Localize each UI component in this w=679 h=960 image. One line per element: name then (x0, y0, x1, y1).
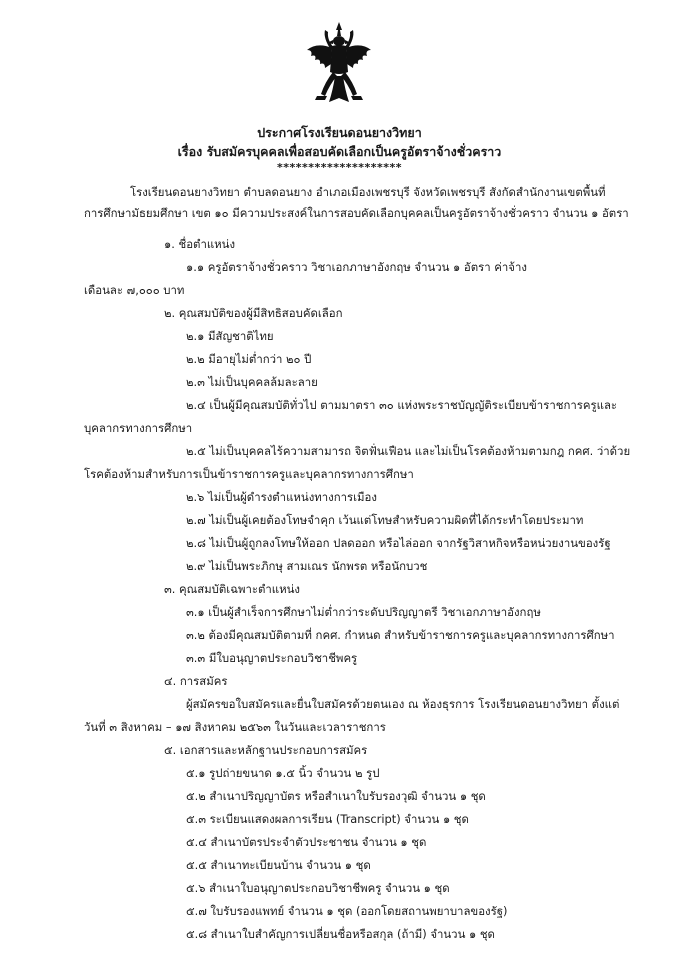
section-1-heading: ๑. ชื่อตำแหน่ง (164, 237, 236, 251)
section-2-item-2: ๒.๒ มีอายุไม่ต่ำกว่า ๒๐ ปี (186, 352, 312, 366)
section-3-item-3: ๓.๓ มีใบอนุญาตประกอบวิชาชีพครู (186, 651, 358, 665)
section-5-item-5: ๕.๕ สำเนาทะเบียนบ้าน จำนวน ๑ ชุด (186, 858, 371, 872)
section-5-item-4: ๕.๔ สำเนาบัตรประจำตัวประชาชน จำนวน ๑ ชุด (186, 835, 427, 849)
section-2-item-7: ๒.๗ ไม่เป็นผู้เคยต้องโทษจำคุก เว้นแต่โทษสำหรับความผิดที่ได้กระทำโดยประมาท (186, 513, 584, 527)
section-4-heading: ๔. การสมัคร (164, 674, 228, 688)
section-2-item-8: ๒.๘ ไม่เป็นผู้ถูกลงโทษให้ออก ปลดออก หรือไล่ออก จากรัฐวิสาหกิจหรือหน่วยงานของรัฐ (186, 536, 611, 550)
section-2-item-4-cont: บุคลากรทางการศึกษา (84, 421, 193, 435)
intro-line-1: โรงเรียนดอนยางวิทยา ตำบลดอนยาง อำเภอเมืองเพชรบุรี จังหวัดเพชรบุรี สังกัดสำนักงานเขตพื้นที่ (130, 185, 606, 199)
section-5-item-3: ๕.๓ ระเบียนแสดงผลการเรียน (Transcript) จำนวน ๑ ชุด (186, 812, 469, 826)
section-2-item-4: ๒.๔ เป็นผู้มีคุณสมบัติทั่วไป ตามมาตรา ๓๐ แห่งพระราชบัญญัติระเบียบข้าราชการครูและ (186, 398, 618, 412)
section-5-item-6: ๕.๖ สำเนาใบอนุญาตประกอบวิชาชีพครู จำนวน ๑ ชุด (186, 881, 450, 895)
section-1-line-2: เดือนละ ๗,๐๐๐ บาท (84, 283, 185, 297)
section-2-item-1: ๒.๑ มีสัญชาติไทย (186, 329, 274, 343)
announcement-subject: เรื่อง รับสมัครบุคคลเพื่อสอบคัดเลือกเป็นครูอัตราจ้างชั่วคราว (177, 144, 502, 159)
section-5-heading: ๕. เอกสารและหลักฐานประกอบการสมัคร (164, 743, 368, 757)
stars-divider: ******************** (276, 161, 403, 174)
section-2-item-5: ๒.๕ ไม่เป็นบุคคลไร้ความสามารถ จิตฟั่นเฟือน และไม่เป็นโรคต้องห้ามตามกฎ กคศ. ว่าด้วย (186, 444, 631, 458)
section-2-heading: ๒. คุณสมบัติของผู้มีสิทธิสอบคัดเลือก (164, 306, 343, 320)
section-2-item-5-cont: โรคต้องห้ามสำหรับการเป็นข้าราชการครูและบุคลากรทางการศึกษา (84, 467, 414, 481)
section-4-line-2: วันที่ ๓ สิงหาคม – ๑๗ สิงหาคม ๒๕๖๓ ในวันและเวลาราชการ (84, 720, 386, 734)
section-5-item-1: ๕.๑ รูปถ่ายขนาด ๑.๕ นิ้ว จำนวน ๒ รูป (186, 766, 380, 780)
section-1-line-1: ๑.๑ ครูอัตราจ้างชั่วคราว วิชาเอกภาษาอังกฤษ จำนวน ๑ อัตรา ค่าจ้าง (186, 260, 527, 274)
section-5-item-8: ๕.๘ สำเนาใบสำคัญการเปลี่ยนชื่อหรือสกุล (ถ้ามี) จำนวน ๑ ชุด (186, 927, 495, 941)
garuda-emblem-icon (303, 20, 375, 108)
announcement-title: ประกาศโรงเรียนดอนยางวิทยา (257, 125, 422, 140)
section-3-item-2: ๓.๒ ต้องมีคุณสมบัติตามที่ กคศ. กำหนด สำหรับข้าราชการครูและบุคลากรทางการศึกษา (186, 628, 615, 642)
section-2-item-3: ๒.๓ ไม่เป็นบุคคลล้มละลาย (186, 375, 318, 389)
section-2-item-6: ๒.๖ ไม่เป็นผู้ดำรงตำแหน่งทางการเมือง (186, 490, 377, 504)
section-5-item-2: ๕.๒ สำเนาปริญญาบัตร หรือสำเนาใบรับรองวุฒิ จำนวน ๑ ชุด (186, 789, 486, 803)
section-4-line-1: ผู้สมัครขอใบสมัครและยื่นใบสมัครด้วยตนเอง ณ ห้องธุรการ โรงเรียนดอนยางวิทยา ตั้งแต่ (186, 697, 620, 711)
section-3-item-1: ๓.๑ เป็นผู้สำเร็จการศึกษาไม่ต่ำกว่าระดับปริญญาตรี วิชาเอกภาษาอังกฤษ (186, 605, 541, 619)
intro-line-2: การศึกษามัธยมศึกษา เขต ๑๐ มีความประสงค์ในการสอบคัดเลือกบุคคลเป็นครูอัตราจ้างชั่วคราว จำนวน ๑ อัตรา (84, 206, 629, 220)
section-2-item-9: ๒.๙ ไม่เป็นพระภิกษุ สามเณร นักพรต หรือนักบวช (186, 559, 428, 573)
section-5-item-7: ๕.๗ ใบรับรองแพทย์ จำนวน ๑ ชุด (ออกโดยสถานพยาบาลของรัฐ) (186, 904, 508, 918)
section-3-heading: ๓. คุณสมบัติเฉพาะตำแหน่ง (164, 582, 300, 596)
